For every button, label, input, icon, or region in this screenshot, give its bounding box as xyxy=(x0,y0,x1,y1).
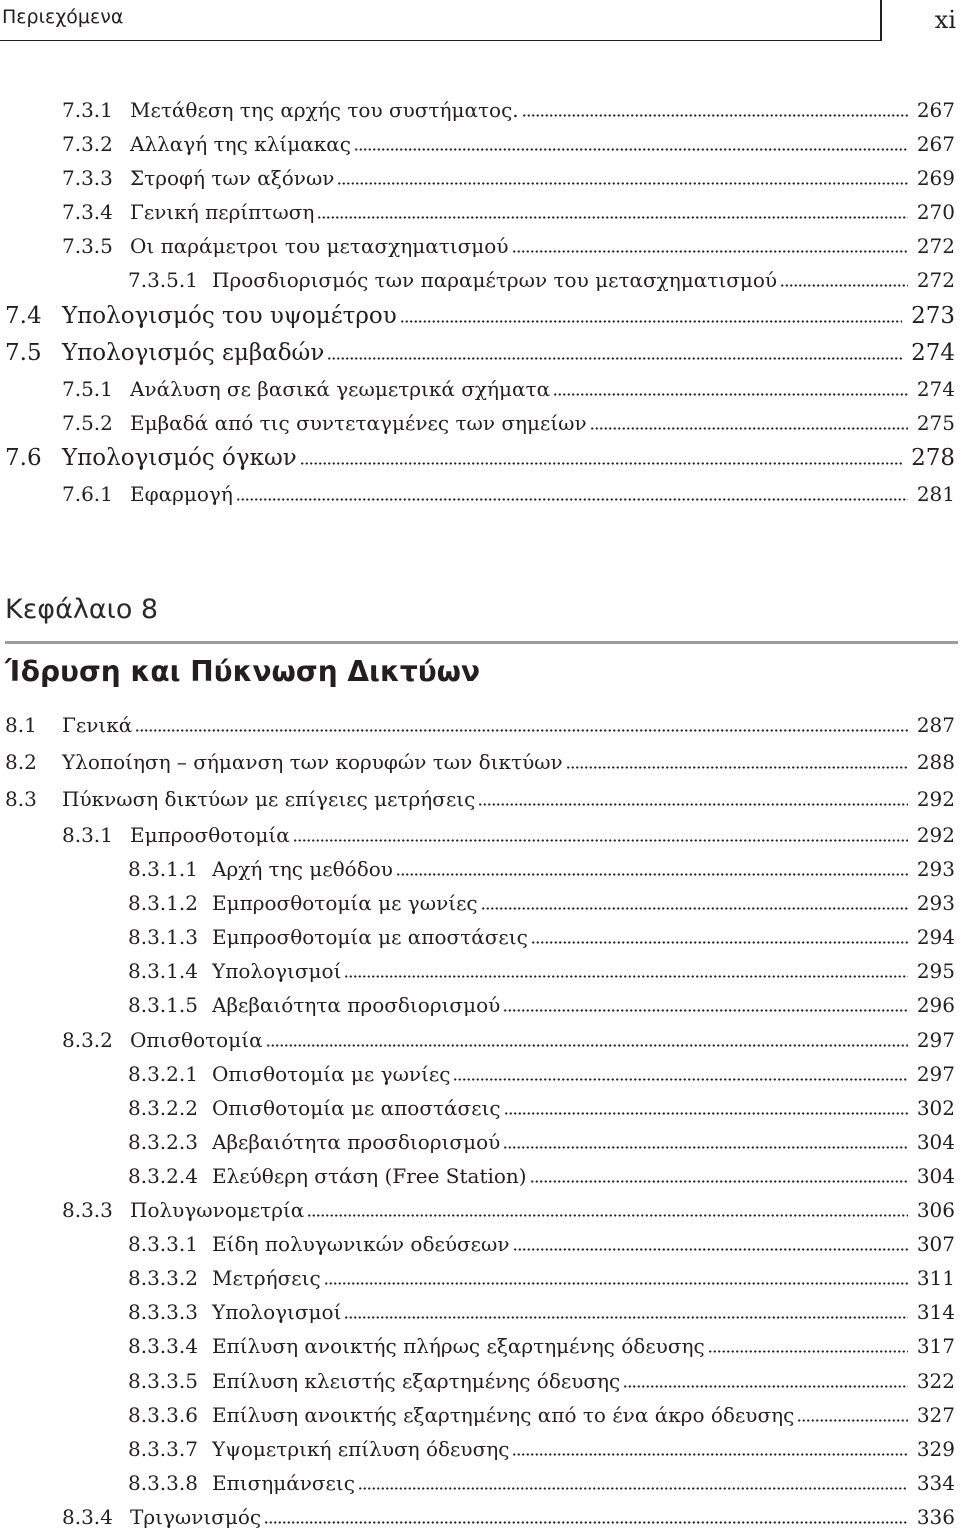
toc-entry-number: 8.3.3.7 xyxy=(128,1436,198,1461)
toc-entry-title: Εφαρμογή xyxy=(130,481,233,506)
dot-leader xyxy=(300,462,902,465)
toc-entry-number: 8.3.2.4 xyxy=(128,1163,198,1188)
chapter-label: Κεφάλαιο 8 xyxy=(5,594,159,625)
toc-entry-page: 273 xyxy=(911,302,955,329)
toc-entry-page: 302 xyxy=(916,1095,955,1120)
toc-entry-title: Υψομετρική επίλυση όδευσης xyxy=(212,1436,510,1461)
toc-entry-title: Υπολογισμοί xyxy=(212,1300,342,1325)
toc-entry-number: 7.5 xyxy=(5,339,42,366)
toc-list-continued xyxy=(0,93,960,511)
toc-entry-8-3-3-3 xyxy=(0,1295,960,1329)
toc-entry-number: 8.3.3.8 xyxy=(128,1470,198,1495)
toc-entry-page: 293 xyxy=(916,891,955,916)
toc-entry-7-5-2 xyxy=(0,406,960,440)
toc-entry-title: Επίλυση ανοικτής εξαρτημένης από το ένα άκρο όδευσης xyxy=(212,1402,795,1427)
toc-entry-page: 267 xyxy=(916,98,955,122)
toc-entry-page: 297 xyxy=(916,1027,955,1052)
toc-entry-page: 295 xyxy=(916,959,955,984)
dot-leader xyxy=(797,1419,908,1422)
dot-leader xyxy=(317,216,907,219)
toc-entry-title: Πολυγωνομετρία xyxy=(130,1198,305,1223)
toc-entry-title: Μετρήσεις xyxy=(212,1266,321,1291)
toc-entry-8-3-2-2 xyxy=(0,1091,960,1125)
toc-entry-page: 329 xyxy=(916,1436,955,1461)
dot-leader xyxy=(358,1487,908,1490)
toc-entry-8-3-2-3 xyxy=(0,1125,960,1159)
dot-leader xyxy=(503,1009,908,1012)
dot-leader xyxy=(553,393,908,396)
toc-entry-number: 8.2 xyxy=(5,750,37,774)
toc-entry-title: Γενικά xyxy=(62,713,133,737)
dot-leader xyxy=(512,250,908,253)
toc-entry-8-2 xyxy=(0,744,960,781)
toc-entry-title: Εμπροσθοτομία xyxy=(130,823,290,847)
dot-leader xyxy=(531,941,908,944)
toc-entry-title: Υπολογισμός εμβαδών xyxy=(62,339,325,366)
toc-entry-title: Ανάλυση σε βασικά γεωμετρικά σχήματα xyxy=(130,376,551,401)
toc-entry-page: 317 xyxy=(916,1334,955,1359)
dot-leader xyxy=(135,729,908,732)
toc-list-chapter xyxy=(0,707,960,1534)
dot-leader xyxy=(264,1521,908,1524)
toc-entry-title: Τριγωνισμός xyxy=(130,1504,262,1529)
toc-entry-7-5-1 xyxy=(0,372,960,406)
chapter-rule xyxy=(5,641,958,644)
toc-entry-number: 7.5.2 xyxy=(62,410,113,435)
toc-entry-page: 297 xyxy=(916,1061,955,1086)
toc-entry-number: 7.3.5.1 xyxy=(128,268,198,293)
running-header xyxy=(0,0,960,42)
toc-entry-number: 8.3.3.4 xyxy=(128,1334,198,1359)
toc-entry-8-3-3-6 xyxy=(0,1398,960,1432)
toc-entry-number: 8.3.3.5 xyxy=(128,1368,198,1393)
toc-entry-title: Αβεβαιότητα προσδιορισμού xyxy=(212,993,501,1018)
toc-entry-page: 322 xyxy=(916,1368,955,1393)
dot-leader xyxy=(708,1350,908,1353)
toc-entry-8-3-3-4 xyxy=(0,1329,960,1363)
dot-leader xyxy=(522,114,908,117)
toc-entry-7-3-5-1 xyxy=(0,263,960,297)
toc-entry-number: 8.3.3.1 xyxy=(128,1232,198,1257)
toc-entry-page: 336 xyxy=(916,1504,955,1529)
toc-entry-page: 275 xyxy=(916,410,955,435)
toc-entry-number: 7.3.5 xyxy=(62,234,113,259)
toc-entry-number: 8.3.3.2 xyxy=(128,1266,198,1291)
dot-leader xyxy=(396,873,908,876)
toc-entry-page: 292 xyxy=(916,787,955,811)
toc-entry-number: 8.1 xyxy=(5,713,37,737)
page-number: xi xyxy=(934,6,956,34)
chapter-title: Ίδρυση και Πύκνωση Δικτύων xyxy=(5,655,481,688)
toc-entry-number: 7.4 xyxy=(5,302,42,329)
toc-entry-7-3-1 xyxy=(0,93,960,127)
dot-leader xyxy=(327,357,902,360)
dot-leader xyxy=(324,1282,908,1285)
toc-entry-8-3-4 xyxy=(0,1500,960,1534)
toc-entry-8-3-2 xyxy=(0,1023,960,1057)
toc-entry-number: 8.3.4 xyxy=(62,1504,113,1529)
toc-entry-number: 7.3.2 xyxy=(62,132,113,157)
toc-entry-8-3-1 xyxy=(0,818,960,852)
toc-entry-number: 8.3.1.1 xyxy=(128,857,198,882)
dot-leader xyxy=(307,1214,908,1217)
dot-leader xyxy=(530,1180,908,1183)
toc-entry-page: 287 xyxy=(916,713,955,737)
toc-entry-page: 269 xyxy=(916,166,955,191)
toc-entry-title: Επισημάνσεις xyxy=(212,1470,355,1495)
dot-leader xyxy=(354,148,908,151)
toc-entry-8-3-3-7 xyxy=(0,1432,960,1466)
toc-entry-number: 8.3.2.2 xyxy=(128,1095,198,1120)
dot-leader xyxy=(513,1248,908,1251)
toc-entry-number: 8.3.1.2 xyxy=(128,891,198,916)
toc-entry-page: 281 xyxy=(916,481,955,506)
chapter-heading xyxy=(0,593,960,689)
toc-entry-8-3-3-1 xyxy=(0,1227,960,1261)
toc-entry-page: 314 xyxy=(916,1300,955,1325)
toc-entry-title: Πύκνωση δικτύων με επίγειες μετρήσεις xyxy=(62,787,476,811)
dot-leader xyxy=(504,1112,908,1115)
dot-leader xyxy=(236,498,908,501)
toc-entry-page: 274 xyxy=(916,376,955,401)
toc-entry-8-3-2-1 xyxy=(0,1057,960,1091)
dot-leader xyxy=(503,1146,908,1149)
toc-entry-page: 267 xyxy=(916,132,955,157)
toc-entry-7-3-5 xyxy=(0,229,960,263)
toc-entry-number: 7.3.1 xyxy=(62,98,113,122)
dot-leader xyxy=(512,1453,907,1456)
dot-leader xyxy=(344,975,907,978)
toc-entry-8-3-1-4 xyxy=(0,954,960,988)
toc-entry-page: 270 xyxy=(916,200,955,225)
toc-entry-title: Υλοποίηση – σήμανση των κορυφών των δικτύων xyxy=(62,750,563,774)
toc-entry-title: Οι παράμετροι του μετασχηματισμού xyxy=(130,234,509,259)
toc-entry-number: 8.3.2 xyxy=(62,1027,113,1052)
toc-entry-7-5 xyxy=(0,335,960,372)
dot-leader xyxy=(590,427,908,430)
toc-entry-page: 272 xyxy=(916,268,955,293)
toc-entry-page: 306 xyxy=(916,1198,955,1223)
running-header-title: Περιεχόμενα xyxy=(2,6,124,28)
toc-entry-title: Στροφή των αξόνων xyxy=(130,166,335,191)
toc-entry-page: 274 xyxy=(911,339,955,366)
toc-entry-title: Εμβαδά από τις συντεταγμένες των σημείων xyxy=(130,410,587,435)
toc-entry-title: Οπισθοτομία με αποστάσεις xyxy=(212,1095,501,1120)
dot-leader xyxy=(344,1316,907,1319)
toc-entry-page: 304 xyxy=(916,1163,955,1188)
toc-entry-title: Επίλυση κλειστής εξαρτημένης όδευσης xyxy=(212,1368,621,1393)
toc-entry-page: 278 xyxy=(911,444,955,471)
toc-entry-7-6 xyxy=(0,440,960,477)
toc-entry-number: 8.3.2.3 xyxy=(128,1129,198,1154)
toc-entry-7-3-2 xyxy=(0,127,960,161)
toc-entry-8-3-1-3 xyxy=(0,920,960,954)
toc-entry-title: Εμπροσθοτομία με γωνίες xyxy=(212,891,478,916)
toc-entry-8-1 xyxy=(0,707,960,744)
running-header-rule xyxy=(0,0,882,41)
toc-entry-number: 7.3.3 xyxy=(62,166,113,191)
toc-entry-8-3-3-2 xyxy=(0,1261,960,1295)
toc-entry-number: 7.5.1 xyxy=(62,376,113,401)
dot-leader xyxy=(453,1078,907,1081)
toc-entry-title: Αβεβαιότητα προσδιορισμού xyxy=(212,1129,501,1154)
toc-entry-page: 307 xyxy=(916,1232,955,1257)
toc-entry-7-3-4 xyxy=(0,195,960,229)
toc-entry-page: 292 xyxy=(916,823,955,847)
toc-entry-7-6-1 xyxy=(0,477,960,511)
toc-entry-title: Αρχή της μεθόδου xyxy=(212,857,393,882)
dot-leader xyxy=(337,182,907,185)
toc-entry-title: Εμπροσθοτομία με αποστάσεις xyxy=(212,925,528,950)
toc-entry-8-3-2-4 xyxy=(0,1159,960,1193)
toc-entry-title: Επίλυση ανοικτής πλήρως εξαρτημένης όδευσης xyxy=(212,1334,705,1359)
toc-entry-page: 327 xyxy=(916,1402,955,1427)
toc-entry-number: 8.3.2.1 xyxy=(128,1061,198,1086)
toc-entry-number: 7.6 xyxy=(5,444,42,471)
toc-entry-number: 7.6.1 xyxy=(62,481,113,506)
toc-entry-page: 296 xyxy=(916,993,955,1018)
dot-leader xyxy=(780,284,908,287)
toc-entry-number: 8.3.1 xyxy=(62,823,113,847)
dot-leader xyxy=(623,1385,908,1388)
toc-entry-title: Οπισθοτομία με γωνίες xyxy=(212,1061,451,1086)
toc-entry-8-3-3 xyxy=(0,1193,960,1227)
toc-entry-title: Είδη πολυγωνικών οδεύσεων xyxy=(212,1232,510,1257)
toc-entry-8-3-3-8 xyxy=(0,1466,960,1500)
toc-entry-number: 8.3.1.4 xyxy=(128,959,198,984)
dot-leader xyxy=(478,803,907,806)
toc-entry-title: Υπολογισμός του υψομέτρου xyxy=(62,302,397,329)
toc-entry-number: 8.3.3.3 xyxy=(128,1300,198,1325)
toc-entry-number: 8.3 xyxy=(5,787,37,811)
toc-entry-title: Γενική περίπτωση xyxy=(130,200,315,225)
toc-entry-title: Υπολογισμός όγκων xyxy=(62,444,297,471)
toc-entry-title: Οπισθοτομία xyxy=(130,1027,263,1052)
toc-entry-number: 8.3.1.5 xyxy=(128,993,198,1018)
toc-entry-number: 8.3.1.3 xyxy=(128,925,198,950)
toc-entry-8-3-3-5 xyxy=(0,1364,960,1398)
toc-entry-8-3-1-5 xyxy=(0,988,960,1022)
toc-entry-number: 8.3.3 xyxy=(62,1198,113,1223)
toc-entry-title: Υπολογισμοί xyxy=(212,959,342,984)
toc-entry-7-3-3 xyxy=(0,161,960,195)
toc-entry-number: 7.3.4 xyxy=(62,200,113,225)
dot-leader xyxy=(481,907,908,910)
toc-entry-8-3-1-2 xyxy=(0,886,960,920)
toc-entry-title: Προσδιορισμός των παραμέτρων του μετασχηματισμού xyxy=(212,268,778,293)
dot-leader xyxy=(400,320,902,323)
toc-entry-7-4 xyxy=(0,298,960,335)
toc-entry-title: Μετάθεση της αρχής του συστήματος. xyxy=(130,98,519,122)
dot-leader xyxy=(293,839,908,842)
toc-entry-title: Αλλαγή της κλίμακας xyxy=(130,132,351,157)
toc-entry-page: 311 xyxy=(916,1266,955,1291)
toc-entry-title: Ελεύθερη στάση (Free Station) xyxy=(212,1163,527,1188)
toc-entry-page: 272 xyxy=(916,234,955,259)
toc-entry-page: 288 xyxy=(916,750,955,774)
toc-entry-8-3-1-1 xyxy=(0,852,960,886)
dot-leader xyxy=(266,1044,908,1047)
toc-entry-number: 8.3.3.6 xyxy=(128,1402,198,1427)
dot-leader xyxy=(566,766,908,769)
toc-entry-8-3 xyxy=(0,781,960,818)
toc-entry-page: 304 xyxy=(916,1129,955,1154)
toc-entry-page: 294 xyxy=(916,925,955,950)
toc-entry-page: 334 xyxy=(916,1470,955,1495)
toc-entry-page: 293 xyxy=(916,857,955,882)
